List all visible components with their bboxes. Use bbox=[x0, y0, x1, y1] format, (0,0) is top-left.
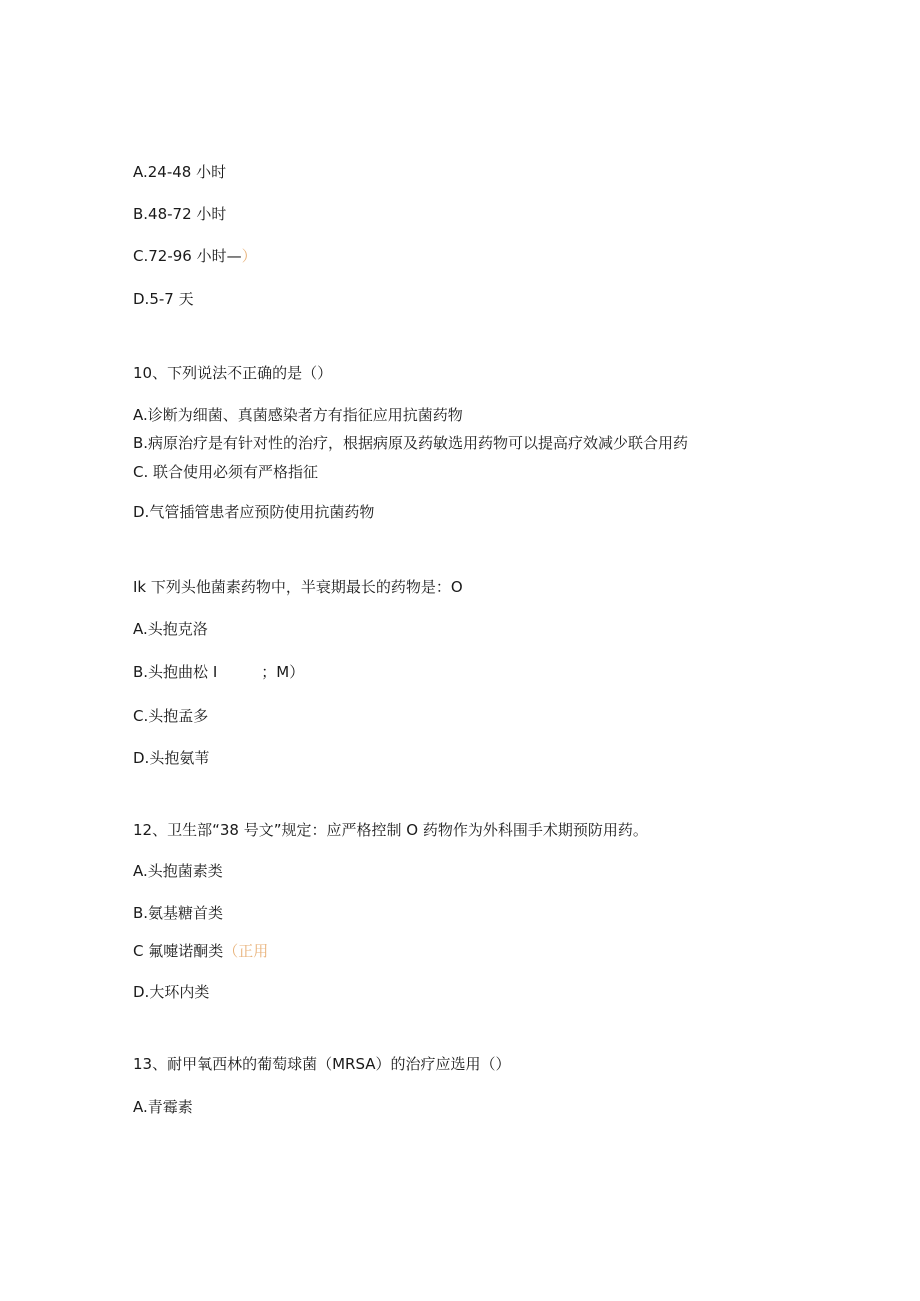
q10-stem: 10、下列说法不正确的是（） bbox=[133, 364, 333, 382]
q12-stem: 12、卫生部“38 号文”规定：应严格控制 O 药物作为外科围手术期预防用药。 bbox=[133, 821, 648, 839]
q9-option-a: A.24-48 小时 bbox=[133, 163, 227, 181]
q11-option-b-text: B.头抱曲松 I bbox=[133, 663, 218, 681]
q12-option-c-mark: （正用 bbox=[223, 942, 269, 960]
q10-option-c: C. 联合使用必须有严格指征 bbox=[133, 463, 319, 481]
q10-option-d: D.气管插管患者应预防使用抗菌药物 bbox=[133, 503, 375, 521]
q11-option-a: A.头抱克洛 bbox=[133, 620, 208, 638]
q13-option-a: A.青霉素 bbox=[133, 1098, 193, 1116]
q12-option-d: D.大环内类 bbox=[133, 983, 210, 1001]
q10-option-a: A.诊断为细菌、真菌感染者方有指征应用抗菌药物 bbox=[133, 406, 463, 424]
q9-option-c-mark: ） bbox=[241, 247, 257, 265]
q11-option-b-tail: ；M） bbox=[261, 663, 305, 681]
q9-option-b: B.48-72 小时 bbox=[133, 205, 227, 223]
q11-option-c: C.头抱孟多 bbox=[133, 707, 209, 725]
q9-option-d: D.5-7 天 bbox=[133, 290, 194, 308]
q11-option-d: D.头抱氨苇 bbox=[133, 749, 210, 767]
q12-option-c bbox=[133, 941, 268, 961]
q9-option-c bbox=[133, 246, 257, 266]
q13-stem: 13、耐甲氧西林的葡萄球菌（MRSA）的治疗应选用（） bbox=[133, 1055, 511, 1073]
q11-option-b bbox=[133, 662, 304, 682]
q10-option-b: B.病原治疗是有针对性的治疗，根据病原及药敏选用药物可以提高疗效减少联合用药 bbox=[133, 434, 689, 452]
q11-stem: Ik 下列头他菌素药物中，半衰期最长的药物是：O bbox=[133, 578, 463, 596]
q9-option-c-text: C.72-96 小时— bbox=[133, 247, 242, 265]
q12-option-c-text: C 氟嚏诺酮类 bbox=[133, 942, 224, 960]
q12-option-b: B.氨基糖首类 bbox=[133, 904, 224, 922]
q12-option-a: A.头抱菌素类 bbox=[133, 862, 223, 880]
